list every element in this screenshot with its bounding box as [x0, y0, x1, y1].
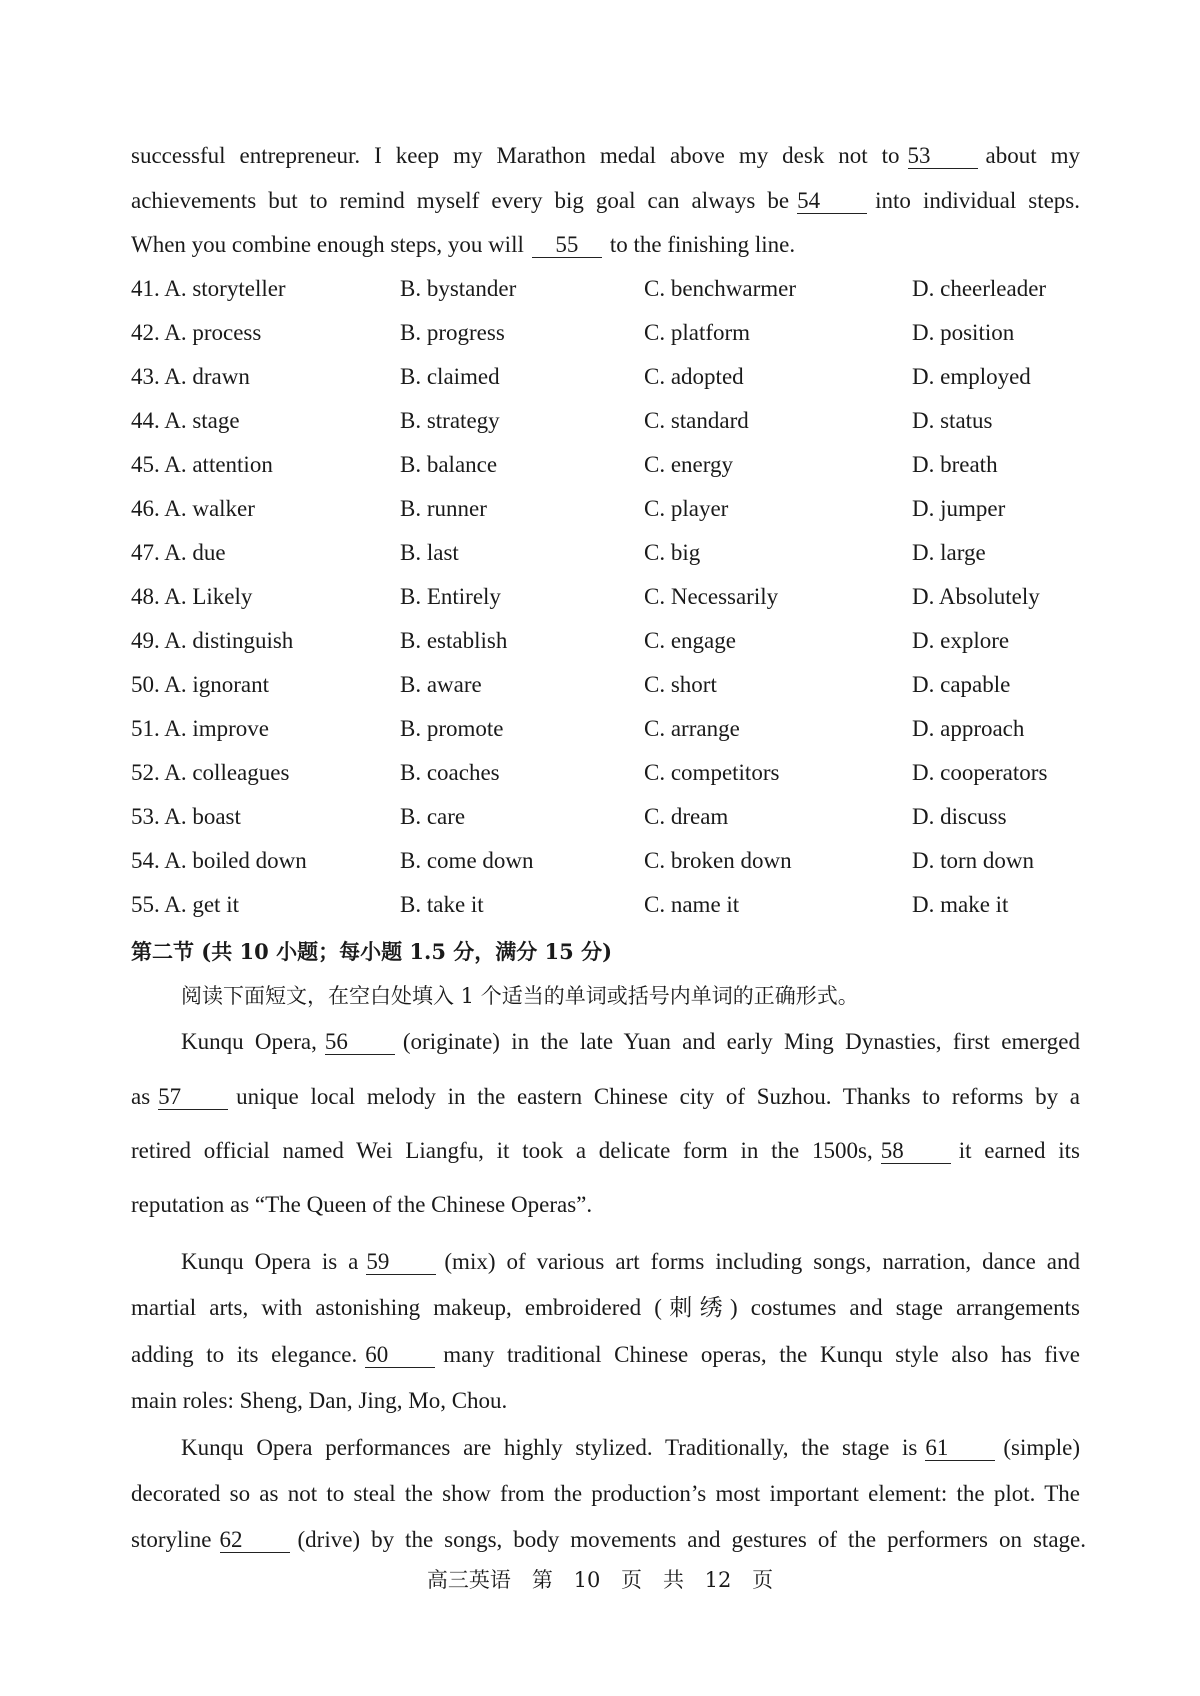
blank-54[interactable]: 54: [797, 189, 867, 214]
option-d[interactable]: D. make it: [912, 892, 1009, 917]
option-c[interactable]: C. platform: [644, 320, 751, 345]
question-row: [131, 274, 1080, 304]
text: many traditional Chinese operas, the Kunqu style also has five: [443, 1342, 1080, 1367]
option-c[interactable]: C. dream: [644, 804, 729, 829]
option-b[interactable]: B. strategy: [400, 408, 500, 433]
text: into individual steps.: [875, 188, 1080, 213]
blank-61[interactable]: 61: [925, 1436, 995, 1461]
paragraph-line: [131, 1136, 1080, 1166]
option-c[interactable]: C. standard: [644, 408, 749, 433]
text: Kunqu Opera performances are highly stylized. Traditionally, the stage is: [181, 1435, 918, 1460]
text: adding to its elegance.: [131, 1342, 358, 1367]
blank-58[interactable]: 58: [881, 1139, 951, 1164]
page-footer: 高三英语 第 10 页 共 12 页: [426, 1568, 774, 1592]
paragraph-line: [181, 1027, 1080, 1057]
option-d[interactable]: D. explore: [912, 628, 1010, 653]
option-b[interactable]: B. Entirely: [400, 584, 501, 609]
option-a[interactable]: 52. A. colleagues: [131, 760, 290, 785]
question-row: [131, 318, 1080, 348]
question-row: [131, 406, 1080, 436]
option-c[interactable]: C. player: [644, 496, 729, 521]
question-row: [131, 802, 1080, 832]
question-row: [131, 714, 1080, 744]
passage-line: [131, 141, 1080, 171]
paragraph-line: decorated so as not to steal the show from the production’s most important element: the plot. The: [131, 1481, 1080, 1506]
option-b[interactable]: B. aware: [400, 672, 482, 697]
question-row: [131, 362, 1080, 392]
text: Kunqu Opera,: [181, 1029, 317, 1054]
option-c[interactable]: C. arrange: [644, 716, 740, 741]
text: about my: [985, 143, 1080, 168]
option-d[interactable]: D. breath: [912, 452, 998, 477]
question-row: [131, 538, 1080, 568]
blank-55[interactable]: 55: [532, 233, 602, 258]
option-a[interactable]: 51. A. improve: [131, 716, 269, 741]
option-c[interactable]: C. energy: [644, 452, 734, 477]
option-b[interactable]: B. coaches: [400, 760, 500, 785]
option-d[interactable]: D. approach: [912, 716, 1025, 741]
option-c[interactable]: C. name it: [644, 892, 740, 917]
question-row: [131, 626, 1080, 656]
text: (drive) by the songs, body movements and gestures of the performers on stage.: [297, 1527, 1086, 1552]
text: (originate) in the late Yuan and early Ming Dynasties, first emerged: [402, 1029, 1081, 1054]
question-row: [131, 582, 1080, 612]
passage-line: [131, 186, 1080, 216]
option-d[interactable]: D. employed: [912, 364, 1031, 389]
option-b[interactable]: B. last: [400, 540, 459, 565]
option-a[interactable]: 53. A. boast: [131, 804, 241, 829]
option-a[interactable]: 42. A. process: [131, 320, 262, 345]
instruction: 阅读下面短文，在空白处填入 1 个适当的单词或括号内单词的正确形式。: [181, 984, 859, 1008]
text: (simple): [1003, 1435, 1080, 1460]
option-a[interactable]: 48. A. Likely: [131, 584, 253, 609]
paragraph-line: [181, 1247, 1080, 1277]
option-a[interactable]: 43. A. drawn: [131, 364, 250, 389]
option-d[interactable]: D. jumper: [912, 496, 1006, 521]
paragraph-line: reputation as “The Queen of the Chinese Operas”.: [131, 1192, 593, 1217]
paragraph-line: [131, 1082, 1080, 1112]
question-row: [131, 758, 1080, 788]
text: When you combine enough steps, you will: [131, 232, 524, 257]
question-row: [131, 670, 1080, 700]
question-row: [131, 494, 1080, 524]
option-b[interactable]: B. claimed: [400, 364, 500, 389]
option-c[interactable]: C. broken down: [644, 848, 792, 873]
text: as: [131, 1084, 151, 1109]
blank-59[interactable]: 59: [366, 1250, 436, 1275]
option-c[interactable]: C. short: [644, 672, 717, 697]
text: retired official named Wei Liangfu, it took a delicate form in the 1500s,: [131, 1138, 873, 1163]
option-c[interactable]: C. adopted: [644, 364, 744, 389]
option-a[interactable]: 46. A. walker: [131, 496, 255, 521]
text: (mix) of various art forms including songs, narration, dance and: [444, 1249, 1080, 1274]
option-d[interactable]: D. discuss: [912, 804, 1007, 829]
question-row: [131, 450, 1080, 480]
option-a[interactable]: 45. A. attention: [131, 452, 273, 477]
blank-62[interactable]: 62: [220, 1528, 290, 1553]
option-c[interactable]: C. big: [644, 540, 701, 565]
option-d[interactable]: D. cheerleader: [912, 276, 1047, 301]
option-d[interactable]: D. status: [912, 408, 993, 433]
option-a[interactable]: 54. A. boiled down: [131, 848, 307, 873]
blank-56[interactable]: 56: [325, 1030, 395, 1055]
text: achievements but to remind myself every big goal can always be: [131, 188, 790, 213]
blank-53[interactable]: 53: [908, 144, 978, 169]
option-a[interactable]: 50. A. ignorant: [131, 672, 269, 697]
option-d[interactable]: D. cooperators: [912, 760, 1048, 785]
option-c[interactable]: C. engage: [644, 628, 736, 653]
text: successful entrepreneur. I keep my Marathon medal above my desk not to: [131, 143, 900, 168]
option-a[interactable]: 41. A. storyteller: [131, 276, 286, 301]
option-a[interactable]: 44. A. stage: [131, 408, 240, 433]
question-row: [131, 846, 1080, 876]
option-c[interactable]: C. competitors: [644, 760, 780, 785]
paragraph-line: main roles: Sheng, Dan, Jing, Mo, Chou.: [131, 1388, 508, 1413]
paragraph-line: martial arts, with astonishing makeup, embroidered (刺绣) costumes and stage arrangements: [131, 1295, 1080, 1320]
option-d[interactable]: D. position: [912, 320, 1015, 345]
paragraph-line: [131, 1340, 1080, 1370]
option-a[interactable]: 47. A. due: [131, 540, 226, 565]
option-a[interactable]: 55. A. get it: [131, 892, 239, 917]
option-a[interactable]: 49. A. distinguish: [131, 628, 294, 653]
option-d[interactable]: D. Absolutely: [912, 584, 1040, 609]
passage-line: [131, 230, 1080, 260]
option-b[interactable]: B. care: [400, 804, 466, 829]
option-b[interactable]: B. establish: [400, 628, 508, 653]
option-b[interactable]: B. balance: [400, 452, 498, 477]
blank-60[interactable]: 60: [365, 1343, 435, 1368]
text: it earned its: [958, 1138, 1080, 1163]
text: storyline: [131, 1527, 212, 1552]
option-b[interactable]: B. runner: [400, 496, 487, 521]
blank-57[interactable]: 57: [158, 1085, 228, 1110]
option-b[interactable]: B. come down: [400, 848, 534, 873]
section-title: 第二节 (共 10 小题；每小题 1.5 分，满分 15 分): [131, 939, 613, 964]
option-c[interactable]: C. benchwarmer: [644, 276, 796, 301]
option-c[interactable]: C. Necessarily: [644, 584, 779, 609]
text: to the finishing line.: [609, 232, 796, 257]
paragraph-line: [181, 1433, 1080, 1463]
option-d[interactable]: D. torn down: [912, 848, 1035, 873]
text: unique local melody in the eastern Chinese city of Suzhou. Thanks to reforms by a: [236, 1084, 1080, 1109]
option-b[interactable]: B. bystander: [400, 276, 517, 301]
option-b[interactable]: B. progress: [400, 320, 505, 345]
question-row: [131, 890, 1080, 920]
option-d[interactable]: D. large: [912, 540, 986, 565]
paragraph-line: [131, 1525, 1086, 1555]
option-d[interactable]: D. capable: [912, 672, 1011, 697]
text: Kunqu Opera is a: [181, 1249, 359, 1274]
option-b[interactable]: B. promote: [400, 716, 504, 741]
option-b[interactable]: B. take it: [400, 892, 484, 917]
